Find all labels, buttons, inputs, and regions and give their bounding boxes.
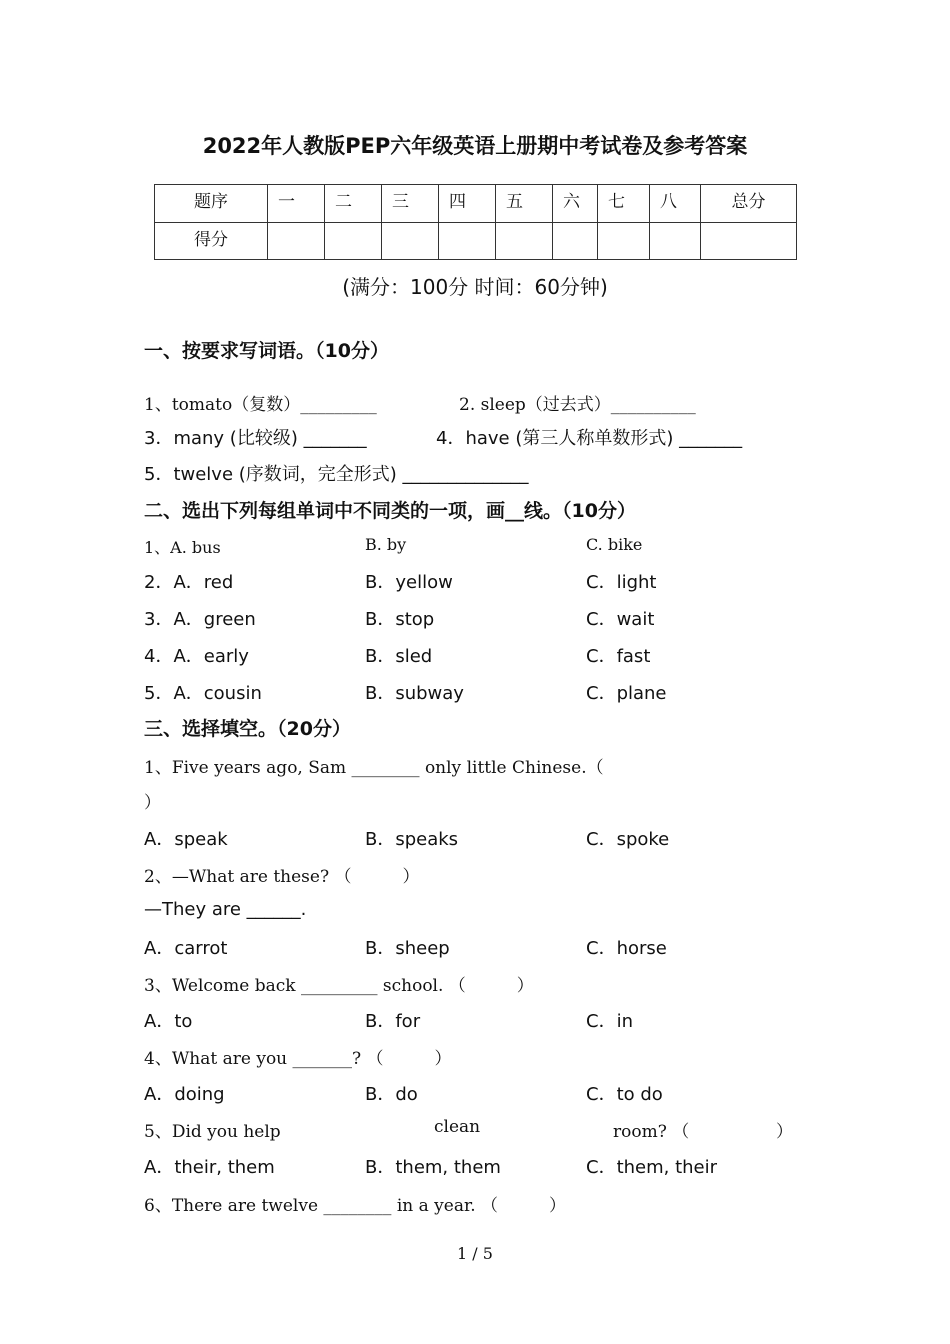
score-cell[interactable]	[553, 222, 598, 260]
score-cell[interactable]	[598, 222, 650, 260]
s1-question-2: 2. sleep（过去式）__________	[459, 395, 696, 415]
header-cell: 题序	[155, 185, 268, 223]
s3-q5-option-b: B．them, them	[365, 1157, 501, 1178]
s3-q1-option-a: A．speak	[144, 829, 228, 850]
s3-q5-option-a: A．their, them	[144, 1157, 275, 1178]
header-cell: 总分	[701, 185, 797, 223]
s3-question-2: 2、—What are these? （ ）	[144, 867, 420, 887]
row-label-cell: 得分	[155, 222, 268, 260]
score-cell[interactable]	[650, 222, 701, 260]
s2-row3-option-a: 3．A．green	[144, 609, 256, 630]
s1-question-4: 4．have (第三人称单数形式) _______	[436, 428, 743, 449]
s2-row4-option-b: B．sled	[365, 646, 433, 667]
s2-row3-option-c: C．wait	[586, 609, 655, 630]
s3-q2-option-c: C．horse	[586, 938, 667, 959]
s3-q3-option-a: A．to	[144, 1011, 193, 1032]
s3-question-3: 3、Welcome back _________ school. （ ）	[144, 976, 534, 996]
s2-row2-option-a: 2．A．red	[144, 572, 234, 593]
s3-q1-option-c: C．spoke	[586, 829, 670, 850]
section1-heading: 一、按要求写词语。（10分）	[144, 340, 389, 362]
header-cell: 八	[650, 185, 701, 223]
s3-question-2-answer-line: —They are ______.	[144, 899, 307, 920]
score-cell[interactable]	[325, 222, 382, 260]
s2-row2-option-c: C．light	[586, 572, 657, 593]
score-cell[interactable]	[268, 222, 325, 260]
s3-question-5-part2: clean	[434, 1117, 481, 1137]
s2-row3-option-b: B．stop	[365, 609, 435, 630]
s3-question-5-part3: room? （	[613, 1122, 690, 1142]
s3-q3-option-c: C．in	[586, 1011, 633, 1032]
header-cell: 五	[496, 185, 553, 223]
s3-q1-option-b: B．speaks	[365, 829, 459, 850]
page-title: 2022年人教版PEP六年级英语上册期中考试卷及参考答案	[202, 134, 748, 158]
s1-question-5: 5．twelve (序数词，完全形式) ______________	[144, 464, 529, 485]
s3-question-6: 6、There are twelve ________ in a year. （ ）	[144, 1196, 567, 1216]
s2-row1-option-b: B. by	[365, 535, 407, 554]
header-cell: 七	[598, 185, 650, 223]
s2-row5-option-c: C．plane	[586, 683, 667, 704]
section2-heading: 二、选出下列每组单词中不同类的一项，画__线。（10分）	[144, 500, 636, 522]
s3-question-4: 4、What are you _______? （ ）	[144, 1049, 452, 1069]
score-table-header-row	[155, 185, 797, 223]
s1-question-1: 1、tomato（复数）_________	[144, 395, 377, 415]
s3-question-1: 1、Five years ago, Sam ________ only little Chinese.（	[144, 758, 604, 778]
s2-row1-option-a: 1、A. bus	[144, 538, 221, 557]
s2-row5-option-b: B．subway	[365, 683, 464, 704]
s2-row1-option-c: C. bike	[586, 535, 643, 554]
header-cell: 三	[382, 185, 439, 223]
s3-q5-option-c: C．them, their	[586, 1157, 718, 1178]
s3-q2-option-b: B．sheep	[365, 938, 450, 959]
score-cell[interactable]	[496, 222, 553, 260]
header-cell: 一	[268, 185, 325, 223]
s3-question-1-cont: ）	[144, 793, 161, 813]
s1-question-3: 3．many (比较级) _______	[144, 428, 367, 449]
s3-q4-option-b: B．do	[365, 1084, 418, 1105]
score-cell[interactable]	[439, 222, 496, 260]
score-table-score-row	[155, 222, 797, 260]
s3-q3-option-b: B．for	[365, 1011, 421, 1032]
header-cell: 六	[553, 185, 598, 223]
s3-q2-option-a: A．carrot	[144, 938, 228, 959]
score-table	[154, 184, 797, 260]
s3-q4-option-c: C．to do	[586, 1084, 663, 1105]
s3-q4-option-a: A．doing	[144, 1084, 225, 1105]
s2-row4-option-c: C．fast	[586, 646, 651, 667]
page-number: 1 / 5	[457, 1244, 493, 1263]
s3-question-5-part1: 5、Did you help	[144, 1122, 281, 1142]
score-cell[interactable]	[382, 222, 439, 260]
s3-question-5-part4: ）	[776, 1122, 793, 1142]
s2-row2-option-b: B．yellow	[365, 572, 453, 593]
s2-row5-option-a: 5．A．cousin	[144, 683, 262, 704]
full-marks-time: (满分：100分 时间：60分钟)	[342, 275, 608, 299]
header-cell: 二	[325, 185, 382, 223]
s2-row4-option-a: 4．A．early	[144, 646, 249, 667]
section3-heading: 三、选择填空。（20分）	[144, 718, 351, 740]
score-cell[interactable]	[701, 222, 797, 260]
header-cell: 四	[439, 185, 496, 223]
